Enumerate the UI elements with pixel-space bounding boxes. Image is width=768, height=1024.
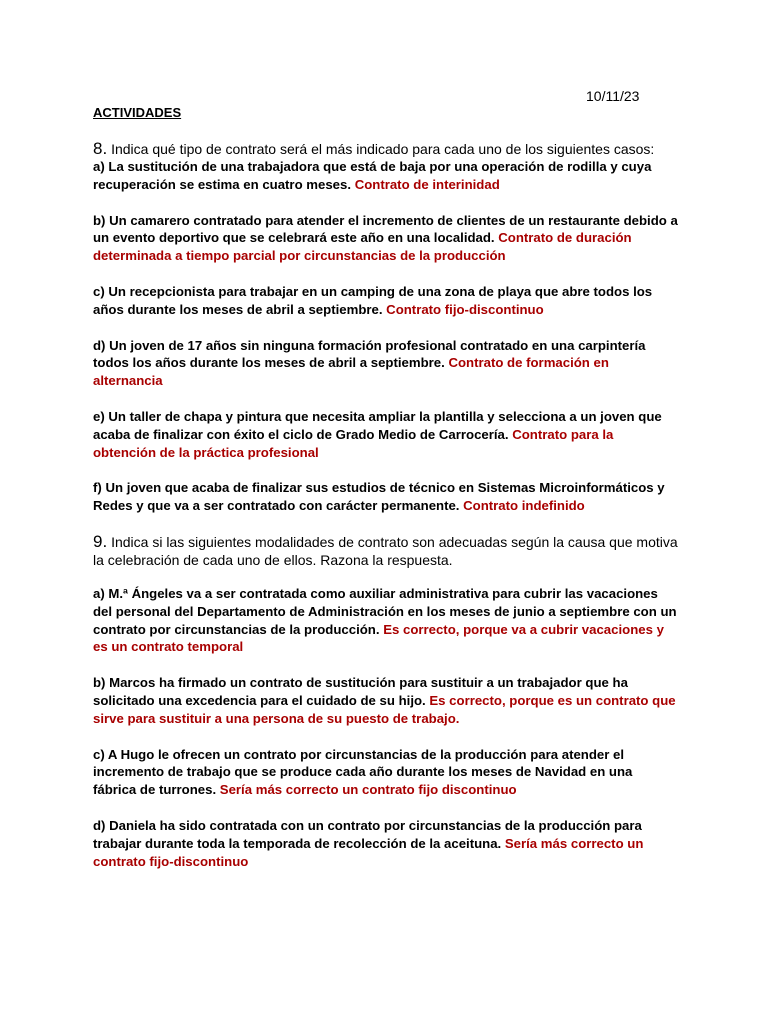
question-9-item-b: b) Marcos ha firmado un contrato de sustitución para sustituir a un trabajador que ha solicitado una excedencia para el cuidado de su hijo. Es correcto, porque es un contrato que sirve para sustituir a una persona de su puesto de trabajo. xyxy=(93,675,676,726)
question-8-item-c: c) Un recepcionista para trabajar en un camping de una zona de playa que abre todos los años durante los meses de abril a septiembre. Contrato fijo-discontinuo xyxy=(93,283,653,317)
answer-8f: Contrato indefinido xyxy=(463,498,585,514)
answer-8e: Contrato para la obtención de la práctica profesional xyxy=(93,426,614,460)
question-8-item-d: d) Un joven de 17 años sin ninguna formación profesional contratado en una carpintería todos los años durante los meses de abril a septiembre. Contrato de formación en alternancia xyxy=(93,337,646,389)
question-8-item-f: f) Un joven que acaba de finalizar sus estudios de técnico en Sistemas Microinformáticos y Redes y que va a ser contratado con carácter permanente. Contrato indefinido xyxy=(93,480,665,514)
document-date: 10/11/23 xyxy=(586,88,640,104)
answer-9b: Es correcto, porque es un contrato que sirve para sustituir a una persona de su puesto de trabajo. xyxy=(93,692,676,726)
question-9-number: 9. xyxy=(93,531,108,551)
question-8-intro xyxy=(93,140,679,158)
question-9-text: Indica si las siguientes modalidades de contrato son adecuadas según la causa que motiva la celebración de cada uno de ellos. Razona la respuesta. xyxy=(93,533,678,568)
answer-8b: Contrato de duración determinada a tiempo parcial por circunstancias de la producción xyxy=(93,230,632,264)
questions-body xyxy=(93,140,679,870)
answer-8d: Contrato de formación en alternancia xyxy=(93,355,609,389)
question-8-text: Indica qué tipo de contrato será el más indicado para cada uno de los siguientes casos: xyxy=(107,141,655,157)
question-8-item-e: e) Un taller de chapa y pintura que necesita ampliar la plantilla y selecciona a un joven que acaba de finalizar con éxito el ciclo de Grado Medio de Carrocería. Contrato para la obtención de la práctica profesional xyxy=(93,408,662,460)
question-9-item-a: a) M.ª Ángeles va a ser contratada como auxiliar administrativa para cubrir las vacaciones del personal del Departamento de Administración en los meses de junio a septiembre con un contrato por circunstancias de la producción. Es correcto, porque va a cubrir vacaciones y es un contrato temporal xyxy=(93,585,677,655)
answer-9c: Sería más correcto un contrato fijo discontinuo xyxy=(219,782,517,798)
answer-8a: Contrato de interinidad xyxy=(354,176,500,192)
question-9-intro xyxy=(93,533,679,569)
answer-9d: Sería más correcto un contrato fijo-discontinuo xyxy=(93,835,644,869)
question-9-item-d: d) Daniela ha sido contratada con un contrato por circunstancias de la producción para trabajar durante toda la temporada de recolección de la aceituna. Sería más correcto un contrato fijo-discontinuo xyxy=(93,817,644,869)
answer-8c: Contrato fijo-discontinuo xyxy=(386,301,544,317)
question-8-item-b: b) Un camarero contratado para atender el incremento de clientes de un restaurante debido a un evento deportivo que se celebrará este año en una localidad. Contrato de duración determinada a tiempo parcial por circunstancias de la producción xyxy=(93,212,678,264)
question-8-item-a: a) La sustitución de una trabajadora que está de baja por una operación de rodilla y cuya recuperación se estima en cuatro meses. Contrato de interinidad xyxy=(93,159,652,192)
question-9-item-c: c) A Hugo le ofrecen un contrato por circunstancias de la producción para atender el incremento de trabajo que se produce cada año durante los meses de Navidad en una fábrica de turrones. Sería más correcto un contrato fijo discontinuo xyxy=(93,746,633,798)
question-8-number: 8. xyxy=(93,139,108,158)
answer-9a: Es correcto, porque va a cubrir vacaciones y es un contrato temporal xyxy=(93,621,664,655)
activities-heading: ACTIVIDADES xyxy=(93,105,182,120)
